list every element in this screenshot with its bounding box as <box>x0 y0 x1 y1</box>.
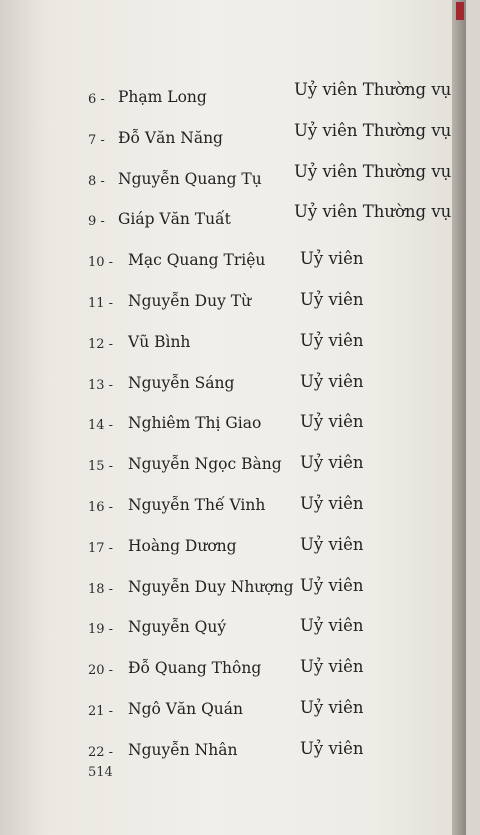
member-role: Uỷ viên <box>300 697 364 717</box>
list-item <box>88 404 458 445</box>
member-name: Nguyễn Thế Vinh <box>128 495 266 514</box>
member-role: Uỷ viên Thường vụ <box>294 161 452 181</box>
member-list <box>88 78 458 772</box>
member-role: Uỷ viên <box>300 249 364 269</box>
member-name: Ngô Văn Quán <box>128 699 244 718</box>
member-role: Uỷ viên <box>300 493 364 513</box>
member-role: Uỷ viên <box>300 657 364 677</box>
page-number: 514 <box>88 765 113 780</box>
member-name: Nguyễn Duy Nhượng <box>128 577 294 596</box>
item-number: 8 - <box>88 173 105 189</box>
item-number: 9 - <box>88 214 105 230</box>
item-number: 6 - <box>88 92 105 107</box>
list-item <box>88 649 458 690</box>
member-role: Uỷ viên <box>300 371 364 391</box>
member-name: Vũ Bình <box>128 332 191 351</box>
member-role: Uỷ viên Thường vụ <box>294 80 452 99</box>
list-item <box>88 568 458 609</box>
list-item <box>88 323 458 364</box>
member-role: Uỷ viên <box>300 453 364 473</box>
list-item <box>88 282 458 323</box>
list-item <box>88 364 458 405</box>
member-name: Nguyễn Quang Tụ <box>118 169 262 188</box>
item-number: 12 - <box>88 336 114 352</box>
item-number: 17 - <box>88 540 114 556</box>
member-role: Uỷ viên <box>300 738 364 758</box>
list-item <box>88 200 458 241</box>
member-name: Giáp Văn Tuất <box>118 210 231 229</box>
item-number: 14 - <box>88 418 114 434</box>
member-role: Uỷ viên <box>300 330 364 350</box>
item-number: 18 - <box>88 581 114 597</box>
item-number: 16 - <box>88 499 114 515</box>
item-number: 13 - <box>88 377 114 393</box>
bookmark-ribbon <box>456 2 464 20</box>
list-item <box>88 78 458 119</box>
member-role: Uỷ viên Thường vụ <box>294 202 452 222</box>
item-number: 7 - <box>88 132 105 148</box>
member-role: Uỷ viên <box>300 289 364 309</box>
member-name: Phạm Long <box>118 88 207 106</box>
item-number: 15 - <box>88 459 114 475</box>
member-name: Nguyễn Duy Từ <box>128 291 252 310</box>
member-role: Uỷ viên <box>300 412 364 432</box>
list-item <box>88 486 458 527</box>
item-number: 21 - <box>88 703 114 719</box>
list-item <box>88 241 458 282</box>
item-number: 20 - <box>88 663 114 679</box>
member-name: Đỗ Văn Năng <box>118 128 223 147</box>
member-name: Nguyễn Sáng <box>128 373 235 392</box>
list-item <box>88 527 458 568</box>
list-item <box>88 119 458 160</box>
list-item <box>88 731 458 772</box>
member-name: Hoàng Dương <box>128 536 237 555</box>
item-number: 10 - <box>88 255 114 271</box>
list-item <box>88 690 458 731</box>
list-item <box>88 160 458 201</box>
list-item <box>88 445 458 486</box>
member-name: Nghiêm Thị Giao <box>128 414 262 433</box>
list-item <box>88 608 458 649</box>
member-name: Nguyễn Nhân <box>128 740 238 759</box>
member-role: Uỷ viên <box>300 534 364 554</box>
member-name: Mạc Quang Triệu <box>128 251 266 270</box>
item-number: 11 - <box>88 295 114 311</box>
member-role: Uỷ viên Thường vụ <box>294 120 452 140</box>
item-number: 19 - <box>88 622 114 638</box>
member-role: Uỷ viên <box>300 575 364 595</box>
member-name: Nguyễn Quý <box>128 618 227 637</box>
member-role: Uỷ viên <box>300 616 364 636</box>
item-number: 22 - <box>88 744 114 760</box>
member-name: Nguyễn Ngọc Bàng <box>128 455 282 474</box>
member-name: Đỗ Quang Thông <box>128 659 262 678</box>
